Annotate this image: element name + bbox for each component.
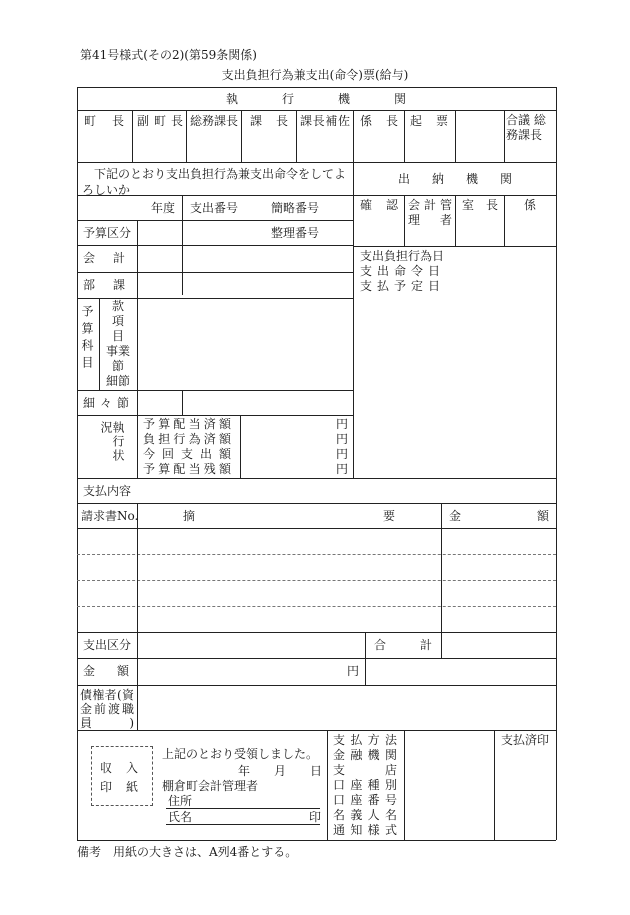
- stamp-clerk-label: 係: [524, 198, 537, 212]
- approval-text: 下記のとおり支出負担行為兼支出命令をしてよろしいか: [82, 167, 347, 197]
- table-row[interactable]: [78, 607, 556, 632]
- branch-label: 支店: [333, 763, 397, 777]
- status-row-label: 負担行為済額: [143, 432, 231, 446]
- execution-header: 執 行 機 関: [226, 92, 406, 106]
- stamp-assistant-chief-label: 課長補佐: [300, 114, 350, 128]
- stamp-general-affairs-chief-label: 総務課長: [190, 114, 239, 128]
- stamp-team-leader-label: 係長: [360, 114, 398, 128]
- date-label-order: 支出命令日: [360, 264, 440, 278]
- stamp-drafter-label: 起票: [410, 114, 448, 128]
- receipt-addressee: 棚倉町会計管理者: [162, 779, 259, 793]
- stamp-deputy-mayor-label: 副町長: [137, 114, 183, 128]
- account-type-label: 口座種別: [333, 778, 397, 792]
- bank-label: 金融機関: [333, 748, 397, 762]
- status-row-unit: 円: [336, 447, 349, 461]
- stamp-mayor-label: 町長: [84, 114, 124, 128]
- status-row-unit: 円: [336, 432, 349, 446]
- budget-category-label: 予算区分: [83, 226, 132, 240]
- subject-item-saisetsu: 細節: [105, 374, 130, 388]
- status-row-label: 予算配当残額: [143, 462, 231, 476]
- address-label: 住所: [168, 794, 193, 808]
- stamp-section-chief-label: 課長: [250, 114, 288, 128]
- stamp-consultation-label: 合議 総務課長: [506, 113, 546, 142]
- status-row-unit: 円: [336, 417, 349, 431]
- form-number: 第41号様式(その2)(第59条関係): [80, 48, 257, 62]
- notice-format-label: 通知様式: [333, 823, 397, 837]
- receipt-date: 年 月 日: [238, 764, 323, 778]
- subject-item-jigyou: 事業: [105, 344, 130, 358]
- reference-no-label: 整理番号: [271, 226, 320, 240]
- subject-item-kan: 款: [111, 299, 124, 313]
- stamp-confirm-label: 確認: [360, 198, 398, 212]
- name-label: 氏名: [168, 810, 193, 824]
- status-row-unit: 円: [336, 462, 349, 476]
- revenue-stamp-box: [91, 746, 153, 806]
- amount-unit: 円: [347, 664, 360, 678]
- column-header-invoice-no: 請求書No.: [81, 509, 139, 523]
- paid-stamp-label: 支払済印: [501, 733, 550, 747]
- table-row[interactable]: [78, 529, 556, 554]
- table-row[interactable]: [78, 555, 556, 580]
- execution-status-label: 執行状況: [99, 421, 125, 463]
- revenue-stamp-label: 収入印紙: [100, 761, 144, 794]
- detail-label: 細々節: [83, 396, 129, 410]
- account-number-label: 口座番号: [333, 793, 397, 807]
- footnote: 備考 用紙の大きさは、A列4番とする。: [77, 845, 298, 859]
- seal-label: 印: [309, 810, 322, 824]
- total-label: 合計: [374, 638, 432, 652]
- payment-category-label: 支出区分: [83, 638, 132, 652]
- short-no-label: 簡略番号: [271, 201, 320, 215]
- form-title: 支出負担行為兼支出(命令)票(給与): [221, 68, 409, 82]
- table-row[interactable]: [78, 581, 556, 606]
- status-row-label: 今回支出額: [143, 447, 231, 461]
- amount-label: 金額: [83, 664, 129, 678]
- creditor-label: 債権者(資金前渡職員): [80, 688, 134, 730]
- budget-subject-label: 予算科目: [80, 305, 94, 373]
- date-label-payment: 支払予定日: [360, 279, 440, 293]
- received-text: 上記のとおり受領しました。: [162, 747, 319, 761]
- subject-item-setsu: 節: [111, 359, 124, 373]
- budget-subject-items: [101, 299, 135, 389]
- column-header-amount: 金 額: [449, 509, 549, 523]
- account-label: 会計: [83, 251, 125, 265]
- subject-item-moku: 目: [111, 329, 124, 343]
- stamp-accounting-manager-label: 会計管理者: [408, 198, 452, 227]
- account-holder-label: 名義人名: [333, 808, 397, 822]
- payment-content-label: 支払内容: [83, 484, 132, 498]
- year-label: 年度: [151, 201, 176, 215]
- expenditure-no-label: 支出番号: [190, 201, 239, 215]
- status-row-label: 予算配当済額: [143, 417, 231, 431]
- department-label: 部課: [83, 278, 125, 292]
- column-header-description: 摘 要: [183, 509, 395, 523]
- payment-method-label: 支払方法: [333, 733, 397, 747]
- stamp-office-chief-label: 室長: [462, 198, 498, 212]
- date-label-commitment: 支出負担行為日: [360, 249, 445, 263]
- disbursing-header: 出 納 機 関: [398, 172, 512, 186]
- subject-item-kou: 項: [111, 314, 124, 328]
